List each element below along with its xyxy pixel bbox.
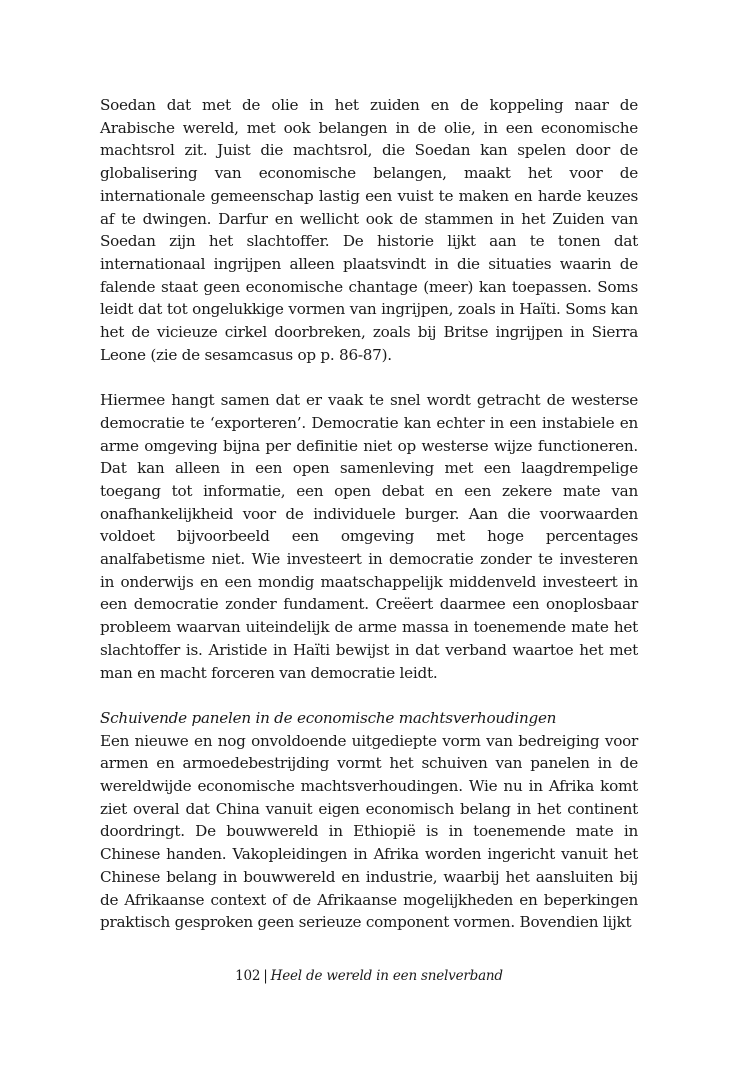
book-title: Heel de wereld in een snelverband	[270, 968, 503, 984]
paragraph-2: Hiermee hangt samen dat er vaak te snel wordt getracht de westerse democratie te ‘exporteren’. Democratie kan echter in een instabiele en arme omgeving bijna per definitie niet op westerse wijze functioneren. Dat kan alleen in een open samenleving met een laagdrempelige toegang tot informatie, een open debat en een zekere mate van onafhankelijkheid voor de individuele burger. Aan die voorwaarden voldoet bijvoorbeeld een omgeving met hoge percentages analfabetisme niet. Wie investeert in democratie zonder te investeren in onderwijs en een mondig maatschappelijk middenveld investeert in een democratie zonder fundament. Creëert daarmee een onoplosbaar probleem waarvan uiteindelijk de arme massa in toenemende mate het slachtoffer is. Aristide in Haïti bewijst in dat verband waartoe het met man en macht forceren van democratie leidt.	[100, 391, 638, 682]
section-heading: Schuivende panelen in de economische machtsverhoudingen	[100, 708, 557, 727]
paragraph-3: Een nieuwe en nog onvoldoende uitgediepte vorm van bedreiging voor armen en armoedebestrijding vormt het schuiven van panelen in de wereldwijde economische machtsverhoudingen. Wie nu in Afrika komt ziet overal dat China vanuit eigen economisch belang in het continent doordringt. De bouwwereld in Ethiopië is in toenemende mate in Chinese handen. Vakopleidingen in Afrika worden ingericht vanuit het Chinese belang in bouwwereld en industrie, waarbij het aansluiten bij de Afrikaanse context of de Afrikaanse mogelijkheden en beperkingen praktisch gesproken geen serieuze component vormen. Bovendien lijkt	[100, 731, 638, 932]
page-number: 102	[235, 968, 261, 984]
page-body	[100, 94, 638, 934]
page-footer	[0, 966, 738, 986]
footer-separator: |	[263, 968, 268, 984]
paragraph-1: Soedan dat met de olie in het zuiden en de koppeling naar de Arabische wereld, met ook belangen in de olie, in een economische machtsrol zit. Juist die machtsrol, die Soedan kan spelen door de globalisering van economische belangen, maakt het voor de internationale gemeenschap lastig een vuist te maken en harde keuzes af te dwingen. Darfur en wellicht ook de stammen in het Zuiden van Soedan zijn het slachtoffer. De historie lijkt aan te tonen dat internationaal ingrijpen alleen plaatsvindt in die situaties waarin de falende staat geen economische chantage (meer) kan toepassen. Soms leidt dat tot ongelukkige vormen van ingrijpen, zoals in Haïti. Soms kan het de vicieuze cirkel doorbreken, zoals bij Britse ingrijpen in Sierra Leone (zie de sesamcasus op p. 86-87).	[100, 96, 638, 364]
paragraph-spacer	[100, 684, 638, 707]
paragraph-spacer	[100, 366, 638, 389]
